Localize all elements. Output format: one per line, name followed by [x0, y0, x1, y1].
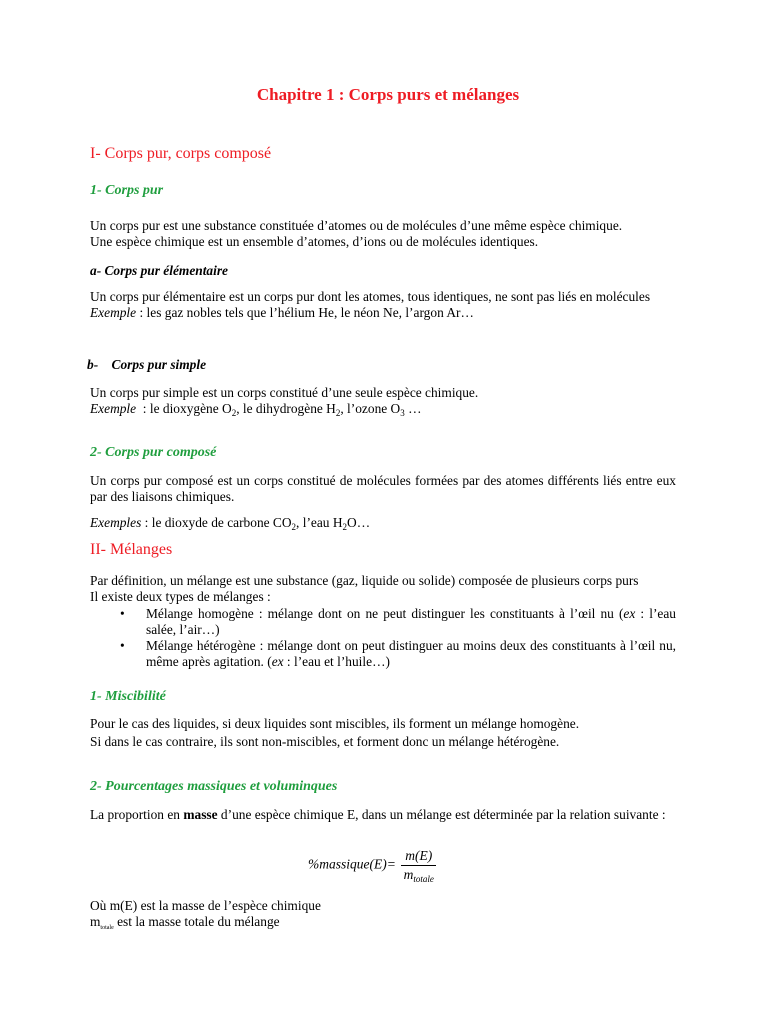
corps-pur-compose-text: Un corps pur composé est un corps constitué de molécules formées par des atomes différents liés entre eux par des liaisons chimiques. — [90, 473, 676, 504]
bullet-icon: • — [120, 638, 125, 653]
formula-numerator: m(E) — [401, 848, 436, 866]
corps-pur-paragraph — [90, 218, 676, 250]
corps-pur-elementaire-text: Un corps pur élémentaire est un corps pur dont les atomes, tous identiques, ne sont pas liés en molécules — [90, 289, 651, 304]
list-item — [118, 606, 676, 638]
den-symbol: m — [403, 867, 414, 882]
subsection-miscibilite-heading: 1- Miscibilité — [90, 689, 166, 704]
section-2-heading: II- Mélanges — [90, 541, 173, 558]
miscibilite-line-2: Si dans le cas contraire, ils sont non-miscibles, et forment donc un mélange hétérogène. — [90, 734, 560, 749]
ex-label: ex — [271, 654, 284, 669]
bold-text: masse — [183, 807, 218, 822]
mass-percentage-formula — [308, 848, 436, 883]
formula-left-side: %massique(E)= — [308, 856, 396, 872]
melanges-definition: Par définition, un mélange est une substance (gaz, liquide ou solide) composée de plusieurs corps purs — [90, 573, 639, 588]
bullet-text: Mélange homogène : mélange dont on ne peut distinguer les constituants à l’œil nu ( — [146, 606, 624, 621]
legend-line-1: Où m(E) est la masse de l’espèce chimique — [90, 898, 321, 913]
page-title: Chapitre 1 : Corps purs et mélanges — [256, 85, 520, 104]
subscript: 3 — [400, 408, 405, 418]
text: La proportion en — [90, 807, 184, 822]
corps-pur-elementaire-example — [90, 305, 676, 321]
melanges-intro — [90, 573, 676, 605]
corps-pur-simple-paragraph — [90, 385, 676, 417]
ex-label: ex — [623, 606, 636, 621]
miscibilite-line-1: Pour le cas des liquides, si deux liquides sont miscibles, ils forment un mélange homogène. — [90, 716, 580, 731]
subscript: 2 — [231, 408, 237, 418]
subscript: 2 — [335, 408, 341, 418]
bullet-text: Mélange hétérogène : mélange dont on peut distinguer au moins deux des constituants à l’œil nu, même après agitation. ( — [146, 638, 676, 669]
corps-pur-compose-example — [90, 515, 676, 531]
example-text: , le dihydrogène H — [236, 401, 336, 416]
section-1-heading: I- Corps pur, corps composé — [90, 145, 272, 162]
melanges-types-intro: Il existe deux types de mélanges : — [90, 589, 271, 604]
formula-legend — [90, 898, 676, 930]
example-label: Exemple — [90, 305, 137, 320]
melanges-types-list — [118, 606, 676, 670]
corps-pur-simple-example — [90, 401, 676, 417]
example-text: , l’eau H — [296, 515, 343, 530]
bullet-icon: • — [120, 606, 125, 621]
subscript: 2 — [342, 522, 348, 532]
example-text: , l’ozone O — [340, 401, 401, 416]
list-item — [118, 638, 676, 670]
den-subscript: totale — [413, 874, 434, 884]
corps-pur-elementaire-paragraph — [90, 289, 676, 321]
legend-text: est la masse totale du mélange — [113, 914, 280, 929]
corps-pur-line-2: Une espèce chimique est un ensemble d’atomes, d’ions ou de molécules identiques. — [90, 234, 539, 249]
legend-subscript: totale — [100, 925, 114, 931]
subsection-corps-pur-heading: 1- Corps pur — [90, 183, 164, 198]
example-label: Exemple — [90, 401, 137, 416]
formula-denominator — [401, 866, 436, 883]
example-text: : le dioxyde de carbone CO — [141, 515, 292, 530]
pourcentages-text — [90, 807, 676, 823]
example-text: … — [404, 401, 422, 416]
formula-fraction — [401, 848, 436, 883]
corps-pur-elementaire-heading: a- Corps pur élémentaire — [90, 263, 228, 278]
miscibilite-paragraph — [90, 716, 676, 750]
bullet-text: : l’eau salée, l’air…) — [146, 606, 676, 637]
subsection-corps-pur-compose-heading: 2- Corps pur composé — [90, 445, 217, 460]
example-text: : le dioxygène O — [136, 401, 232, 416]
example-label: Exemples — [90, 515, 142, 530]
legend-symbol: m — [90, 914, 101, 929]
corps-pur-simple-text: Un corps pur simple est un corps constitué d’une seule espèce chimique. — [90, 385, 479, 400]
corps-pur-line-1: Un corps pur est une substance constituée d’atomes ou de molécules d’une même espèce chimique. — [90, 218, 623, 233]
text: d’une espèce chimique E, dans un mélange est déterminée par la relation suivante : — [217, 807, 666, 822]
example-text: O… — [347, 515, 371, 530]
example-text: : les gaz nobles tels que l’hélium He, le néon Ne, l’argon Ar… — [136, 305, 474, 320]
subsection-pourcentages-heading: 2- Pourcentages massiques et voluminques — [90, 779, 338, 794]
bullet-text: : l’eau et l’huile…) — [283, 654, 390, 669]
corps-pur-simple-heading: b- Corps pur simple — [87, 357, 207, 372]
subscript: 2 — [291, 522, 297, 532]
legend-line-2 — [90, 914, 676, 930]
